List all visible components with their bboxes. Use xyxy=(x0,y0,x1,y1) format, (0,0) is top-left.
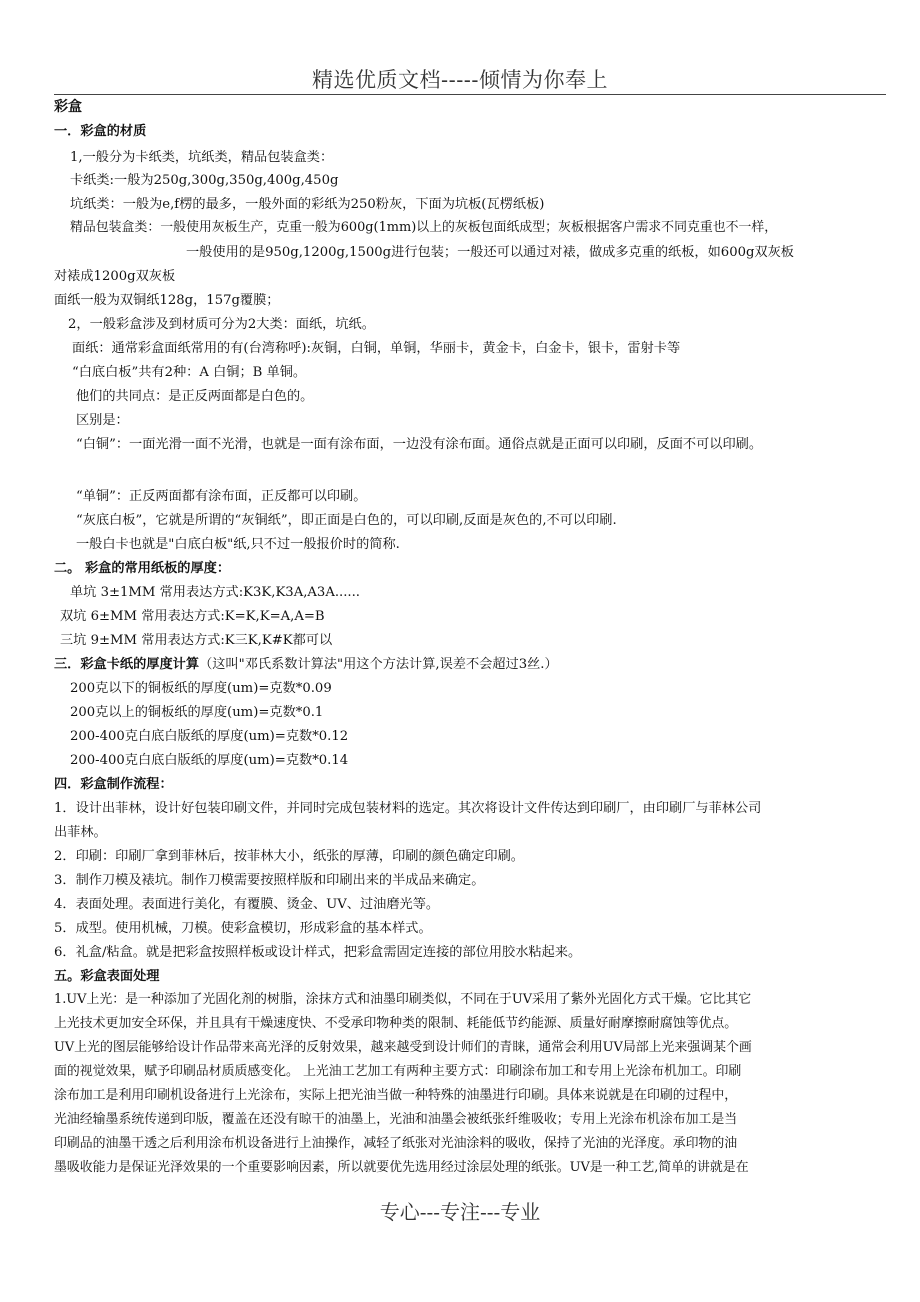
section-heading-3-row xyxy=(54,658,558,671)
paragraph-line: 200-400克白底白版纸的厚度(um)=克数*0.14 xyxy=(70,753,349,768)
paragraph-line: 200-400克白底白版纸的厚度(um)=克数*0.12 xyxy=(70,729,349,744)
doc-title: 彩盒 xyxy=(54,99,82,115)
paragraph-line: 一般白卡也就是"白底白板"纸,只不过一般报价时的简称. xyxy=(76,537,400,552)
paragraph-line: 光油经输墨系统传递到印版，覆盖在还没有晾干的油墨上，光油和油墨会被纸张纤维吸收；专用上光涂布机涂布加工是当 xyxy=(54,1112,738,1127)
paragraph-line: 精品包装盒类：一般使用灰板生产，克重一般为600g(1mm)以上的灰板包面纸成型；灰板根据客户需求不同克重也不一样， xyxy=(70,220,778,235)
paragraph-line: 1,一般分为卡纸类，坑纸类，精品包装盒类： xyxy=(70,150,334,165)
paragraph-line: 3．制作刀模及裱坑。制作刀模需要按照样版和印刷出来的半成品来确定。 xyxy=(54,873,485,888)
paragraph-line: 1.UV上光：是一种添加了光固化剂的树脂，涂抹方式和油墨印刷类似，不同在于UV采用了紫外光固化方式干燥。它比其它 xyxy=(54,992,752,1007)
paragraph-line: 对裱成1200g双灰板 xyxy=(54,269,176,284)
paragraph-line: 5．成型。使用机械，刀模。使彩盒模切，形成彩盒的基本样式。 xyxy=(54,921,432,936)
paragraph-line: 卡纸类:一般为250g,300g,350g,400g,450g xyxy=(70,173,339,188)
paragraph-line: 他们的共同点：是正反两面都是白色的。 xyxy=(76,389,314,404)
paragraph-line: 单坑 3±1MM 常用表达方式:K3K,K3A,A3A...... xyxy=(70,585,360,600)
paragraph-line: 4．表面处理。表面进行美化，有覆膜、烫金、UV、过油磨光等。 xyxy=(54,897,440,912)
section-heading-4: 四．彩盒制作流程： xyxy=(54,777,173,792)
paragraph-line: 面纸：通常彩盒面纸常用的有(台湾称呼):灰铜，白铜，单铜，华丽卡，黄金卡，白金卡，银卡，雷射卡等 xyxy=(72,341,681,356)
section-heading-2: 二。 彩盒的常用纸板的厚度： xyxy=(54,561,231,576)
paragraph-line: 三坑 9±MM 常用表达方式:K三K,K#K都可以 xyxy=(60,633,333,648)
paragraph-line: 200克以上的铜板纸的厚度(um)=克数*0.1 xyxy=(70,705,324,720)
paragraph-line: 面纸一般为双铜纸128g，157g覆膜； xyxy=(54,293,280,308)
page-footer: 专心---专注---专业 xyxy=(379,1200,541,1224)
paragraph-line: 1．设计出菲林，设计好包装印刷文件，并同时完成包装材料的选定。其次将设计文件传达到印刷厂，由印刷厂与菲林公司 xyxy=(54,801,762,816)
paragraph-line: 区别是： xyxy=(76,413,129,428)
section-heading-3: 三．彩盒卡纸的厚度计算 xyxy=(54,657,200,672)
paragraph-line: 涂布加工是利用印刷机设备进行上光涂布，实际上把光油当做一种特殊的油墨进行印刷。具体来说就是在印刷的过程中， xyxy=(54,1088,738,1103)
paragraph-line: “白底白板”共有2种：A 白铜；B 单铜。 xyxy=(72,365,307,380)
paragraph-line: 2．印刷：印刷厂拿到菲林后，按菲林大小，纸张的厚薄，印刷的颜色确定印刷。 xyxy=(54,849,524,864)
paragraph-line: 一般使用的是950g,1200g,1500g进行包装；一般还可以通过对裱，做成多克重的纸板，如600g双灰板 xyxy=(186,245,794,260)
paragraph-line: “灰底白板”，它就是所谓的“灰铜纸”，即正面是白色的，可以印刷,反面是灰色的,不可以印刷. xyxy=(76,513,617,528)
paragraph-line: 6．礼盒/粘盒。就是把彩盒按照样板或设计样式，把彩盒需固定连接的部位用胶水粘起来。 xyxy=(54,945,582,960)
paragraph-line: “白铜”：一面光滑一面不光滑，也就是一面有涂布面，一边没有涂布面。通俗点就是正面可以印刷，反面不可以印刷。 xyxy=(76,437,763,452)
paragraph-line: 印刷品的油墨干透之后利用涂布机设备进行上油操作，减轻了纸张对光油涂料的吸收，保持了光油的光泽度。承印物的油 xyxy=(54,1136,738,1151)
section-heading-1: 一．彩盒的材质 xyxy=(54,124,147,139)
paragraph-line: 墨吸收能力是保证光泽效果的一个重要影响因素，所以就要优先选用经过涂层处理的纸张。UV是一种工艺,简单的讲就是在 xyxy=(54,1160,749,1175)
paragraph-line: 出菲林。 xyxy=(54,825,107,840)
paragraph-line: 2，一般彩盒涉及到材质可分为2大类：面纸，坑纸。 xyxy=(68,317,375,332)
section-heading-5: 五。彩盒表面处理 xyxy=(54,969,160,984)
paragraph-line: 双坑 6±MM 常用表达方式:K=K,K=A,A=B xyxy=(60,609,325,624)
paragraph-line: 200克以下的铜板纸的厚度(um)=克数*0.09 xyxy=(70,681,332,696)
paragraph-line: 面的视觉效果，赋予印刷品材质质感变化。 上光油工艺加工有两种主要方式：印刷涂布加工和专用上光涂布机加工。印刷 xyxy=(54,1064,742,1079)
paragraph-line: 上光技术更加安全环保，并且具有干燥速度快、不受承印物种类的限制、耗能低节约能源、质量好耐摩擦耐腐蚀等优点。 xyxy=(54,1016,738,1031)
section-heading-3-note: （这叫"邓氏系数计算法"用这个方法计算,误差不会超过3丝.） xyxy=(199,657,558,672)
header-divider xyxy=(54,94,886,95)
paragraph-line: UV上光的图层能够给设计作品带来高光泽的反射效果，越来越受到设计师们的青睐，通常会利用UV局部上光来强调某个画 xyxy=(54,1040,752,1055)
page-header: 精选优质文档-----倾情为你奉上 xyxy=(312,68,608,92)
paragraph-line: 坑纸类：一般为e,f楞的最多，一般外面的彩纸为250粉灰，下面为坑板(瓦楞纸板) xyxy=(70,197,545,212)
paragraph-line: “单铜”：正反两面都有涂布面，正反都可以印刷。 xyxy=(76,489,367,504)
